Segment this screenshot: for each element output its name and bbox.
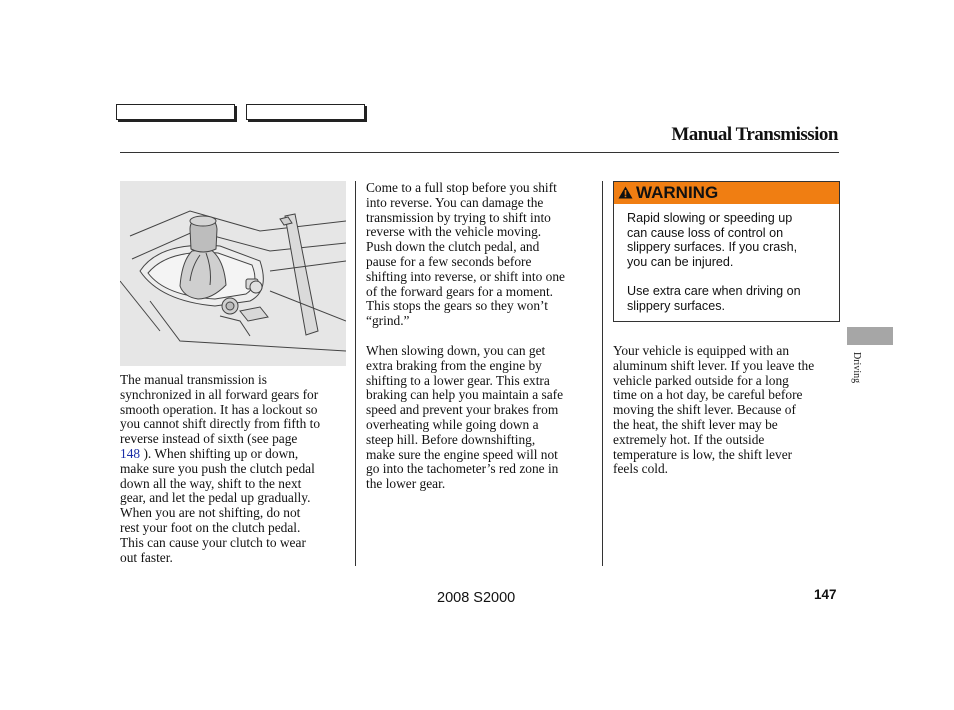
- column-divider-1: [355, 181, 356, 566]
- shift-lever-heat-paragraph: Your vehicle is equipped with an aluminum shift lever. If you leave the vehicle parked outside for a long time on a hot day, be careful before moving the shift lever. Because of the heat, the shift lever may be extremely hot. If the outside temperature is low, the shift lever feels cold.: [613, 343, 815, 477]
- column-divider-2: [602, 181, 603, 566]
- page-reference-link[interactable]: 148: [120, 445, 141, 461]
- nav-button-main-menu[interactable]: [116, 104, 235, 120]
- warning-box: [613, 181, 840, 322]
- page-number: 147: [814, 587, 837, 602]
- warning-body: Rapid slowing or speeding up can cause loss of control on slippery surfaces. If you crash, you can be injured. Use extra care when driving on slippery surfaces.: [627, 211, 801, 313]
- warning-heading: WARNING: [636, 183, 719, 202]
- reverse-shift-paragraph: Come to a full stop before you shift into reverse. You can damage the transmission by trying to shift into reverse with the vehicle moving. Push down the clutch pedal, and pause for a few seconds before shifting into reverse, or shift into one of the forward gears for a moment. This stops the gears so they won’t “grind.”: [366, 180, 565, 329]
- intro-text-part1: The manual transmission is synchronized in all forward gears for smooth operation. It has a lockout so you cannot shift directly from fifth to reverse instead of sixth (see page: [120, 372, 321, 447]
- nav-button-index[interactable]: [246, 104, 365, 120]
- section-tab[interactable]: [847, 327, 893, 345]
- shift-lever-drawing: [120, 181, 346, 366]
- warning-header: [614, 182, 839, 204]
- shift-lever-illustration: [120, 181, 346, 366]
- title-divider: [120, 152, 839, 153]
- engine-braking-paragraph: When slowing down, you can get extra braking from the engine by shifting to a lower gear. This extra braking can help you maintain a safe speed and prevent your brakes from overheating while going down a steep hill. Before downshifting, make sure the engine speed will not go into the tachometer’s red zone in the lower gear.: [366, 343, 564, 492]
- intro-text-part2: ). When shifting up or down, make sure you push the clutch pedal down all the way, shift to the next gear, and let the pedal up gradually. When you are not shifting, do not rest your foot on the clutch pedal. This can cause your clutch to wear out faster.: [120, 445, 315, 565]
- footer-model: 2008 S2000: [437, 590, 516, 606]
- warning-triangle-icon: [618, 186, 633, 199]
- intro-paragraph: [120, 373, 350, 565]
- page-title: Manual Transmission: [671, 124, 838, 145]
- section-tab-label: Driving: [851, 352, 862, 384]
